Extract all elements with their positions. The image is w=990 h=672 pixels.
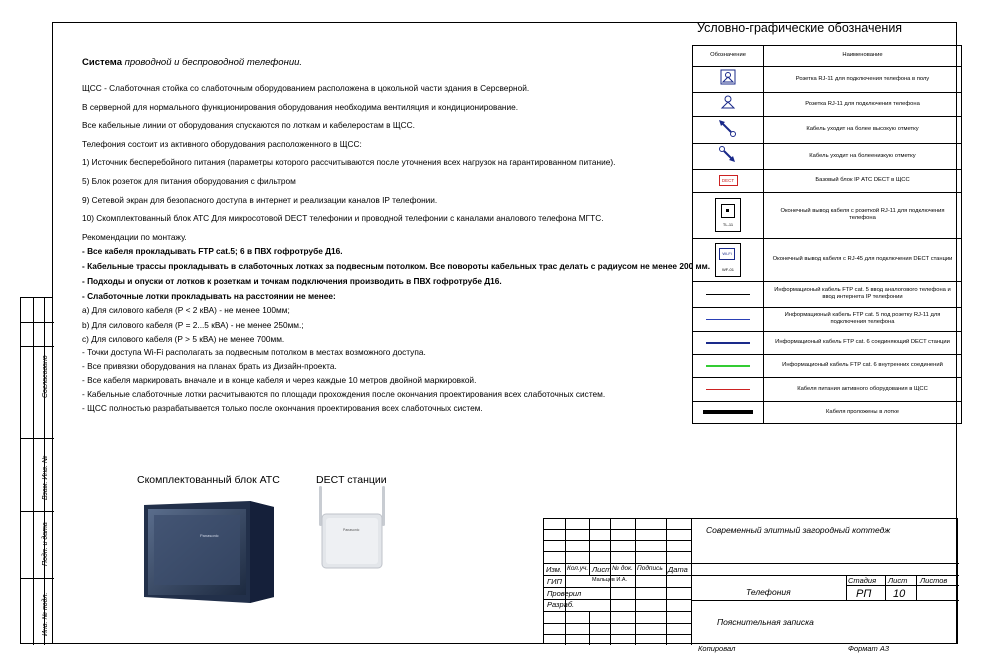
- copied-label: Копировал: [698, 644, 736, 653]
- paragraph: 5) Блок розеток для питания оборудования с фильтром: [82, 176, 296, 186]
- header-change: Изм.: [546, 565, 562, 574]
- pbx-label: Скомплектованный блок АТС: [137, 474, 280, 486]
- stamp-agreed: Согласовано: [42, 355, 49, 398]
- recommendation-bold: - Кабельные трассы прокладывать в слаботочных лотках за подвесным потолком. Все повороты кабельных трас делать с радиусом не менее 200 мм.: [82, 261, 711, 271]
- cable-up-icon: [693, 117, 763, 139]
- legend-table: [692, 45, 962, 424]
- recommendations-title: Рекомендации по монтажу.: [82, 232, 187, 242]
- recommendation: c) Для силового кабеля (Р > 5 кВА) не менее 700мм.: [82, 334, 285, 344]
- recommendation: а) Для силового кабеля (Р < 2 кВА) - не менее 100мм;: [82, 305, 290, 315]
- pbx-unit-image: [140, 497, 278, 607]
- legend-row-text: Кабель уходит на более высокую отметку: [764, 117, 962, 143]
- rj11-socket-icon: [693, 93, 763, 113]
- title-block: [543, 518, 958, 644]
- cable-line-navy: [706, 342, 750, 344]
- stamp-sign-date: Подп. и дата: [42, 522, 49, 566]
- recommendation: - Кабельные слаботочные лотки расчитываются по площади прохождения после окончания проектирования всех слаботочных систем.: [82, 389, 606, 399]
- doc-title: [82, 57, 302, 68]
- paragraph: 9) Сетевой экран для безопасного доступа в интернет и реализации каналов IP телефонии.: [82, 195, 438, 205]
- legend-row-text: Информационый кабель FTP cat. 6 внутренних соединений: [764, 354, 962, 377]
- role-checked: Проверил: [547, 589, 582, 598]
- header-sheet: Лист: [592, 565, 612, 574]
- role-developed: Разраб.: [547, 600, 575, 609]
- sheets-label: Листов: [920, 576, 948, 585]
- legend-row-text: Информационый кабель FTP cat. 6 соединяющий DECT станции: [764, 331, 962, 354]
- legend-row-text: Кабеля проложены в лотке: [764, 401, 962, 423]
- recommendation: - Все кабеля маркировать вначале и в конце кабеля и через каждые 10 метров двойной маркировкой.: [82, 375, 477, 385]
- side-stamp: [20, 297, 53, 644]
- paragraph: Телефония состоит из активного оборудования расположенного в ЩСС:: [82, 139, 362, 149]
- rj45-outlet-box-icon: [715, 243, 741, 277]
- rj11-outlet-box-icon: [715, 198, 741, 232]
- legend-row-text: Оконечный вывод кабеля с розеткой RJ-11 для подключения телефона: [764, 192, 962, 238]
- paragraph: 10) Скомплектованный блок АТС Для микросотовой DECT телефонии и проводной телефонии с каналами аналового телефона МГТС.: [82, 213, 604, 223]
- dect-label: DECT станции: [316, 474, 387, 486]
- legend-row-text: Базовый блок IP АТС DECT в ЩСС: [764, 169, 962, 192]
- legend-row-text: Кабель уходит на болеенизкую отметку: [764, 143, 962, 169]
- legend-row-text: Оконечный вывод кабеля с RJ-45 для подключения DECT станции: [764, 238, 962, 281]
- dect-base-icon: DECT: [719, 175, 738, 186]
- cable-down-icon: [693, 144, 763, 166]
- pbx-brand: Panasonic: [200, 533, 219, 538]
- header-docnum: № док.: [612, 565, 633, 572]
- legend-row-text: Информационый кабель FTP cat. 5 ввод аналогового телефона и ввод интернета IP телефонии: [764, 281, 962, 307]
- recommendation: - ЩСС полностью разрабатывается только после окончания проектирования всех слаботочных систем.: [82, 403, 483, 413]
- legend-title: Условно-графические обозначения: [697, 21, 903, 35]
- dect-station-image: [316, 484, 388, 574]
- wifi-label: Wi-Fi: [719, 248, 735, 260]
- recommendation-bold: - Все кабеля прокладывать FTP cat.5; 6 в ПВХ гофротрубе Д16.: [82, 246, 343, 256]
- header-signature: Подпись: [637, 565, 663, 572]
- stamp-inv-orig: Инв. № подл.: [42, 592, 49, 636]
- recommendation: b) Для силового кабеля (Р = 2...5 кВА) - не менее 250мм.;: [82, 320, 304, 330]
- dect-brand: Panasonic: [343, 528, 360, 532]
- doc-title-bold: Система: [82, 57, 122, 68]
- sheet-label: Лист: [888, 576, 908, 585]
- cable-line-green: [706, 365, 750, 367]
- stage-label: Стадия: [848, 576, 877, 585]
- paragraph: В серверной для нормального функционирования оборудования необходима вентиляция и кондиционирование.: [82, 102, 519, 112]
- cable-line-blue: [706, 319, 750, 320]
- header-date: Дата: [668, 565, 688, 574]
- cable-line-thick: [703, 410, 753, 414]
- recommendation: - Все привязки оборудования на планах брать из Дизайн-проекта.: [82, 361, 337, 371]
- section-name: Телефония: [746, 587, 791, 597]
- header-qty: Кол.уч.: [567, 565, 589, 572]
- legend-row-text: Розетка RJ-11 для подключения телефона: [764, 93, 962, 117]
- recommendation-bold: - Слаботочные лотки прокладывать на расстоянии не менее:: [82, 291, 336, 301]
- format-label: Формат А3: [848, 644, 890, 653]
- gip-name: Мальцев И.А.: [592, 577, 628, 583]
- legend-col-symbol: Обозначение: [693, 46, 764, 67]
- outlet-label: WF-01: [722, 266, 734, 272]
- rj11-floor-socket-icon: [693, 67, 763, 89]
- legend-col-name: Наименование: [764, 46, 962, 67]
- legend-row-text: Розетка RJ-11 для подключения телефона в полу: [764, 67, 962, 93]
- project-name: Современный элитный загородный коттедж: [706, 525, 891, 535]
- doc-title-italic: проводной и беспроводной телефонии.: [121, 57, 303, 68]
- recommendation: - Точки доступа Wi-Fi располагать за подвесным потолком в местах возможного доступа.: [82, 347, 426, 357]
- outlet-label: TL-11: [722, 222, 734, 228]
- cable-line-red: [706, 389, 750, 390]
- recommendation-bold: - Подходы и опуски от лотков к розеткам и точкам подключения производить в ПВХ гофротрубе Д16.: [82, 276, 502, 286]
- stamp-replace-inv: Взам. Инв. №: [42, 455, 49, 500]
- sheet-value: 10: [893, 588, 906, 600]
- document-name: Пояснительная записка: [717, 617, 814, 627]
- legend-row-text: Кабеля питания активного оборудования в ЩСС: [764, 377, 962, 401]
- paragraph: ЩСС - Слаботочная стойка со слаботочным оборудованием расположена в цокольной части здания в Серсверной.: [82, 83, 530, 93]
- cable-line-black: [706, 294, 750, 296]
- legend-row-text: Информационый кабель FTP cat. 5 под розетку RJ-11 для подключения телефона: [764, 307, 962, 331]
- stage-value: РП: [856, 588, 872, 600]
- role-gip: ГИП: [547, 577, 562, 586]
- paragraph: Все кабельные линии от оборудования спускаются по лоткам и кабелеростам в ЩСС.: [82, 120, 415, 130]
- paragraph: 1) Источник бесперебойного питания (параметры которого рассчитываются после уточнения всех нагрузок на гарантированном питание).: [82, 157, 616, 167]
